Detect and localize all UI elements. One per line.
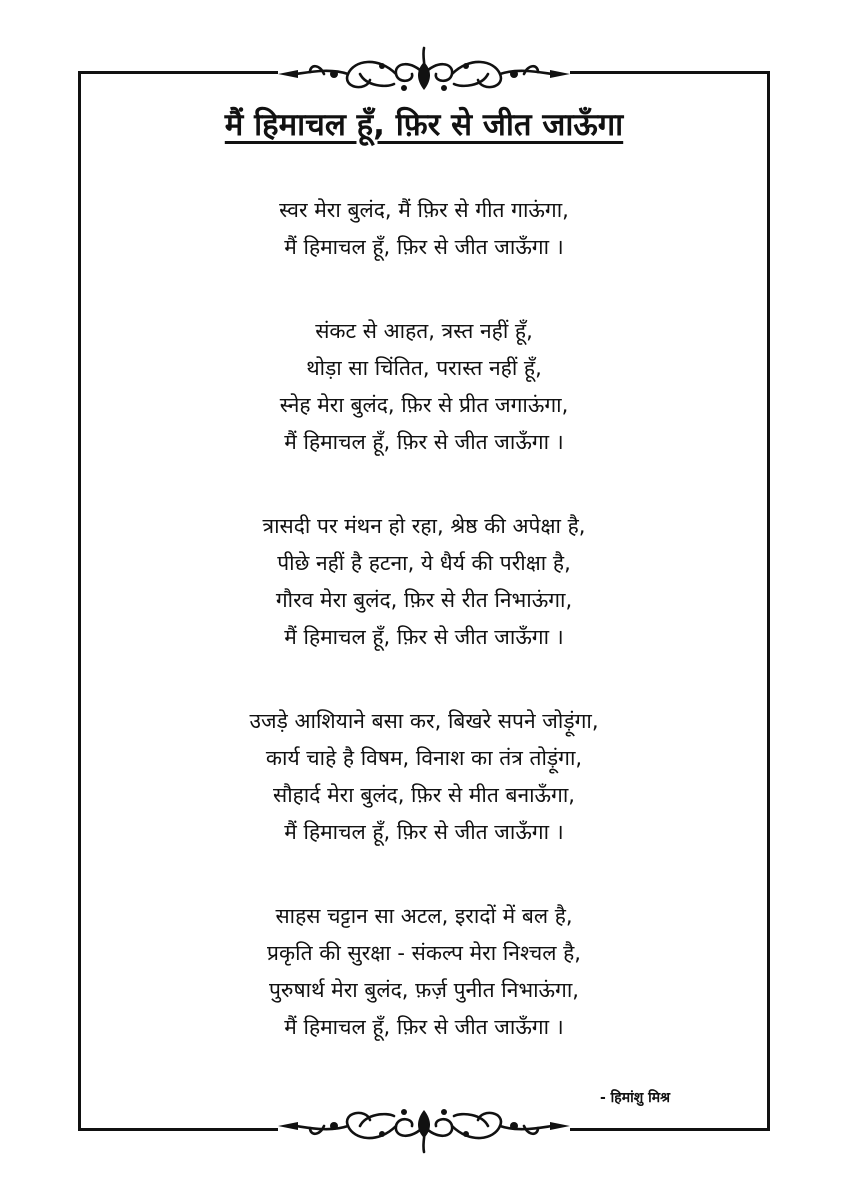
stanza-3: [80, 508, 768, 656]
poem-line: मैं हिमाचल हूँ, फ़िर से जीत जाऊँगा ।: [284, 820, 564, 844]
frame-bottom-left: [78, 1128, 278, 1131]
poem-line: पुरुषार्थ मेरा बुलंद, फ़र्ज़ पुनीत निभाऊंगा,: [269, 978, 579, 1002]
bottom-ornament: [274, 1100, 574, 1156]
stanza-4: [80, 703, 768, 851]
author-signature: - हिमांशु मिश्र: [600, 1090, 671, 1106]
frame-bottom-right: [570, 1128, 770, 1131]
poem-line: स्नेह मेरा बुलंद, फ़िर से प्रीत जगाऊंगा,: [279, 393, 569, 417]
flourish-icon: [274, 1100, 574, 1156]
stanza-1: [80, 192, 768, 266]
poem-line: संकट से आहत, त्रस्त नहीं हूँ,: [315, 319, 533, 343]
frame-top-left: [78, 71, 278, 74]
poem-body: [80, 192, 768, 1046]
poem-line: गौरव मेरा बुलंद, फ़िर से रीत निभाऊंगा,: [275, 588, 573, 612]
poem-line: मैं हिमाचल हूँ, फ़िर से जीत जाऊँगा ।: [284, 625, 564, 649]
poem-line: प्रकृति की सुरक्षा - संकल्प मेरा निश्चल है,: [267, 941, 581, 965]
frame-top-right: [570, 71, 770, 74]
poem-line: कार्य चाहे है विषम, विनाश का तंत्र तोड़ूंगा,: [265, 746, 583, 770]
flourish-icon: [274, 44, 574, 100]
poem-line: उजड़े आशियाने बसा कर, बिखरे सपने जोड़ूंगा,: [249, 709, 599, 733]
poem-line: साहस चट्टान सा अटल, इरादों में बल है,: [275, 904, 573, 928]
poem-line: त्रासदी पर मंथन हो रहा, श्रेष्ठ की अपेक्षा है,: [262, 514, 586, 538]
poem-line: मैं हिमाचल हूँ, फ़िर से जीत जाऊँगा ।: [284, 430, 564, 454]
stanza-5: [80, 898, 768, 1046]
poem-line: मैं हिमाचल हूँ, फ़िर से जीत जाऊँगा ।: [284, 235, 564, 259]
top-ornament: [274, 44, 574, 100]
poem-line: पीछे नहीं है हटना, ये धैर्य की परीक्षा है,: [277, 551, 571, 575]
poem-line: थोड़ा सा चिंतित, परास्त नहीं हूँ,: [306, 356, 542, 380]
poem-line: स्वर मेरा बुलंद, मैं फ़िर से गीत गाऊंगा,: [279, 198, 569, 222]
poem-title: मैं हिमाचल हूँ, फ़िर से जीत जाऊँगा: [224, 107, 624, 143]
poem-line: सौहार्द मेरा बुलंद, फ़िर से मीत बनाऊँगा,: [273, 783, 575, 807]
poem-line: मैं हिमाचल हूँ, फ़िर से जीत जाऊँगा ।: [284, 1015, 564, 1039]
stanza-2: [80, 313, 768, 461]
